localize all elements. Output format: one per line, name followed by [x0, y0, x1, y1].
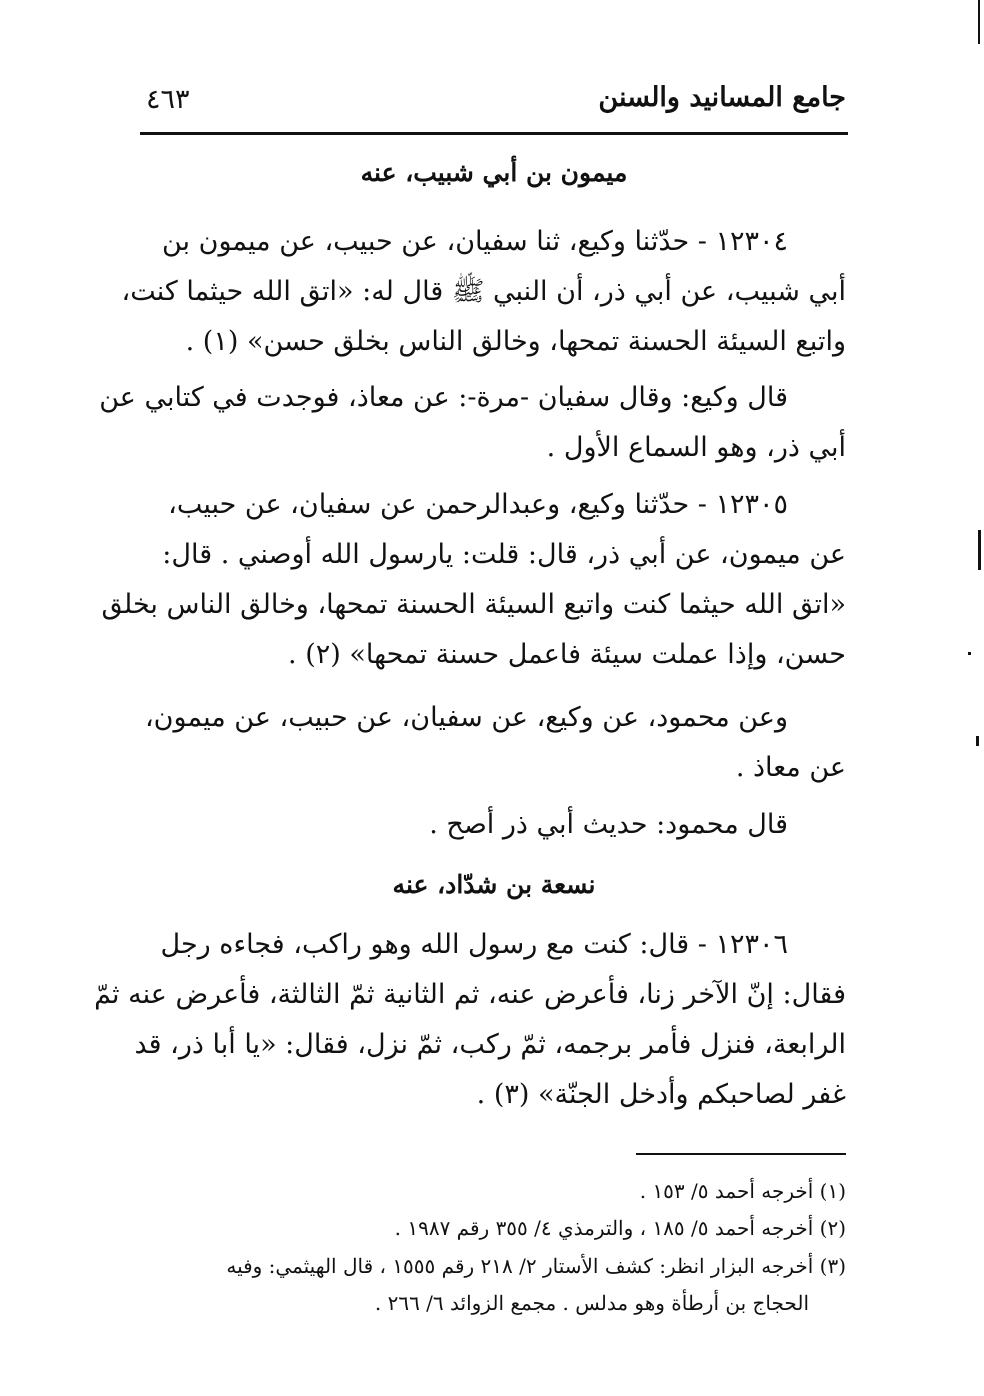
scan-edge-mark — [976, 736, 979, 746]
section-heading: نسعة بن شدّاد، عنه — [392, 870, 596, 899]
section-heading: ميمون بن أبي شبيب، عنه — [360, 158, 628, 187]
footnote-rule — [636, 1153, 846, 1155]
text-line: الرابعة، فنزل فأمر برجمه، ثمّ ركب، ثمّ نزل، فقال: «يا أبا ذر، قد — [134, 1029, 846, 1060]
text-line: عن ميمون، عن أبي ذر، قال: قلت: يارسول الله أوصني . قال: — [162, 539, 846, 570]
footnote: (٢) أخرجه أحمد ٥/ ١٨٥ ، والترمذي ٤/ ٣٥٥ رقم ١٩٨٧ . — [394, 1216, 846, 1240]
text-line: ١٢٣٠٦ - قال: كنت مع رسول الله وهو راكب، فجاءه رجل — [160, 929, 788, 960]
header-rule — [140, 132, 848, 135]
text-line: أبي شبيب، عن أبي ذر، أن النبي ﷺ قال له: «اتق الله حيثما كنت، — [121, 276, 846, 307]
scan-edge-mark — [978, 530, 981, 570]
text-line: أبي ذر، وهو السماع الأول . — [546, 432, 846, 463]
running-header-title: جامع المسانيد والسنن — [598, 82, 846, 113]
text-line: قال محمود: حديث أبي ذر أصح . — [429, 809, 788, 840]
text-line: فقال: إنّ الآخر زنا، فأعرض عنه، ثم الثانية ثمّ الثالثة، فأعرض عنه ثمّ — [94, 979, 846, 1010]
text-line: عن معاذ . — [735, 752, 846, 783]
page-number: ٤٦٣ — [146, 84, 190, 115]
scan-edge-mark — [978, 0, 980, 44]
text-line: ١٢٣٠٥ - حدّثنا وكيع، وعبدالرحمن عن سفيان، عن حبيب، — [168, 489, 788, 520]
text-line: غفر لصاحبكم وأدخل الجنّة» (٣) . — [476, 1079, 846, 1110]
footnote: (٣) أخرجه البزار انظر: كشف الأستار ٢/ ٢١٨ رقم ١٥٥٥ ، قال الهيثمي: وفيه — [226, 1254, 846, 1278]
text-line: قال وكيع: وقال سفيان -مرة-: عن معاذ، فوجدت في كتابي عن — [99, 382, 788, 413]
text-line: واتبع السيئة الحسنة تمحها، وخالق الناس بخلق حسن» (١) . — [185, 326, 846, 357]
text-line: وعن محمود، عن وكيع، عن سفيان، عن حبيب، عن ميمون، — [144, 702, 788, 733]
footnote: الحجاج بن أرطأة وهو مدلس . مجمع الزوائد ٦/ ٢٦٦ . — [374, 1291, 809, 1315]
text-line: حسن، وإذا عملت سيئة فاعمل حسنة تمحها» (٢) . — [288, 639, 846, 670]
footnote: (١) أخرجه أحمد ٥/ ١٥٣ . — [639, 1179, 846, 1203]
text-line: «اتق الله حيثما كنت واتبع السيئة الحسنة تمحها، وخالق الناس بخلق — [101, 589, 846, 620]
text-line: ١٢٣٠٤ - حدّثنا وكيع، ثنا سفيان، عن حبيب، عن ميمون بن — [161, 226, 788, 257]
scan-speck — [968, 652, 971, 655]
